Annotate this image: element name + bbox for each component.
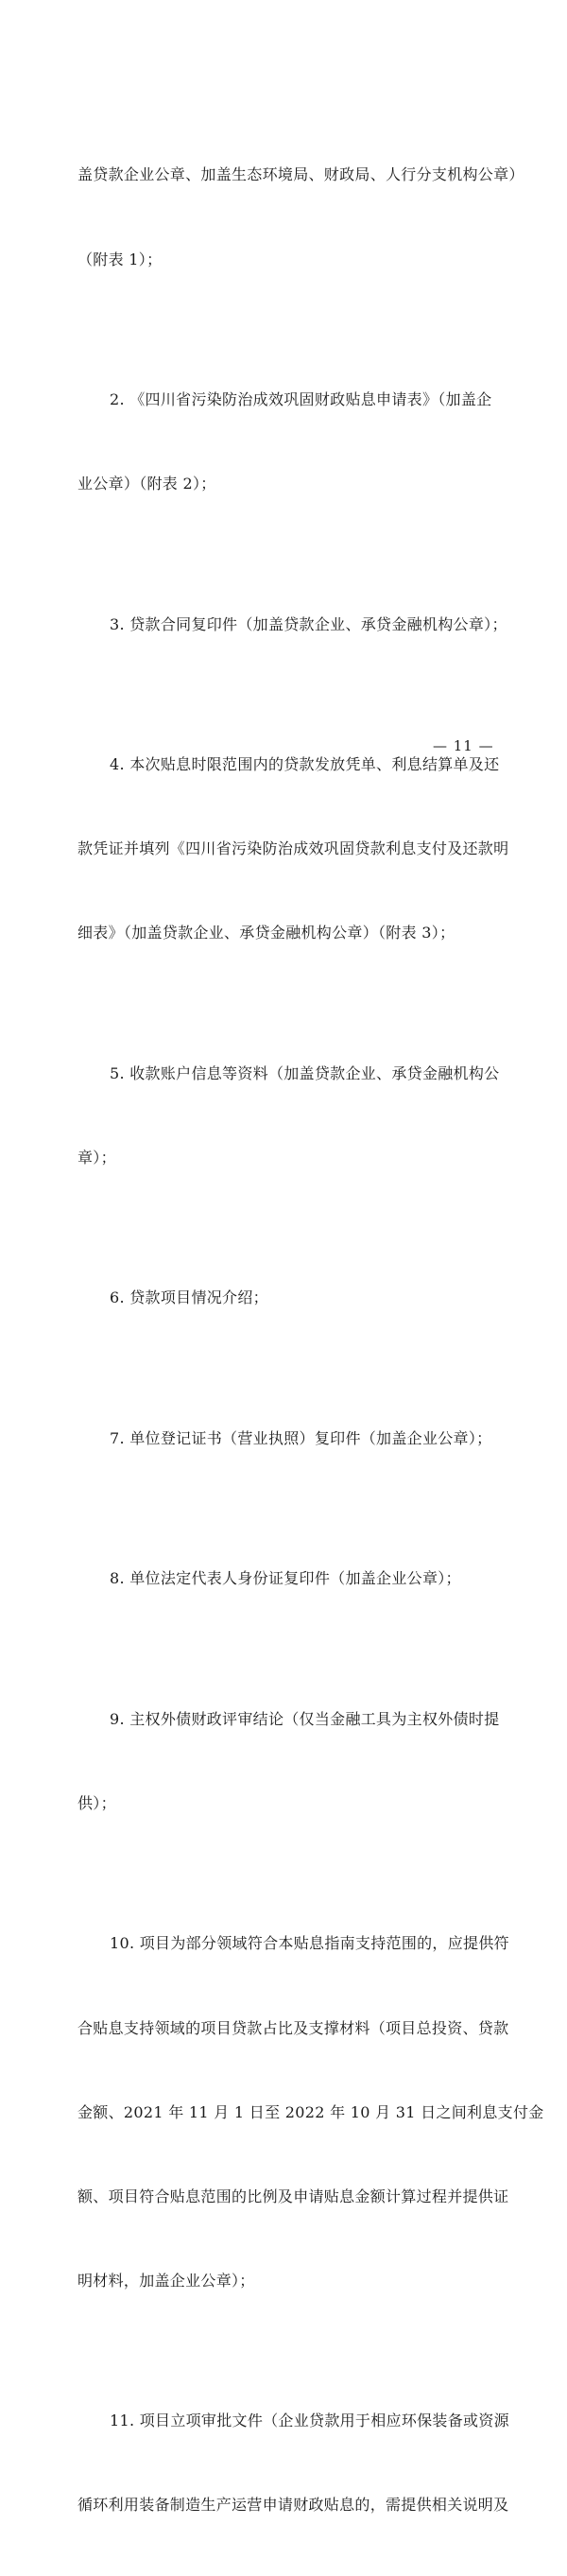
text-line: 供）； xyxy=(77,1793,116,1812)
text-line: 章）； xyxy=(77,1148,116,1167)
page-number: — 11 — xyxy=(433,737,494,754)
text-line: 循环利用装备制造生产运营申请财政贴息的，需提供相关说明及 xyxy=(77,2496,509,2515)
list-item-3 xyxy=(77,554,507,695)
text-line: 盖贷款企业公章、加盖生态环境局、财政局、人行分支机构公章） xyxy=(77,165,524,184)
list-item-6 xyxy=(77,1228,499,1369)
text-line: 3. 贷款合同复印件（加盖贷款企业、承贷金融机构公章）； xyxy=(110,614,507,633)
text-line: 细表》（加盖贷款企业、承贷金融机构公章）（附表 3）； xyxy=(77,924,455,942)
text-line: 业公章）（附表 2）； xyxy=(77,475,216,493)
text-line: 4. 本次贴息时限范围内的贷款发放凭单、利息结算单及还 xyxy=(110,755,500,774)
text-line: 7. 单位登记证书（营业执照）复印件（加盖企业公章）； xyxy=(110,1428,492,1447)
text-line: 合贴息支持领域的项目贷款占比及支撑材料（项目总投资、贷款 xyxy=(77,2018,509,2037)
text-line: 8. 单位法定代表人身份证复印件（加盖企业公章）； xyxy=(110,1569,461,1588)
document-body xyxy=(77,105,544,2576)
list-item-9 xyxy=(77,1649,499,1874)
paragraph-continuation xyxy=(77,105,524,330)
text-line: 10. 项目为部分领域符合本贴息指南支持范围的，应提供符 xyxy=(110,1934,509,1953)
list-item-7 xyxy=(77,1368,499,1509)
text-line: 9. 主权外债财政评审结论（仅当金融工具为主权外债时提 xyxy=(110,1709,500,1728)
list-item-8 xyxy=(77,1509,499,1650)
text-line: 额、项目符合贴息范围的比例及申请贴息金额计算过程并提供证 xyxy=(77,2187,509,2205)
list-item-2 xyxy=(77,330,499,555)
list-item-10 xyxy=(77,1874,544,2351)
list-item-11 xyxy=(77,2351,509,2576)
text-line: 6. 贷款项目情况介绍； xyxy=(110,1288,268,1307)
text-line: 5. 收款账户信息等资料（加盖贷款企业、承贷金融机构公 xyxy=(110,1063,500,1082)
text-line: （附表 1）； xyxy=(77,250,163,268)
text-line: 款凭证并填列《四川省污染防治成效巩固贷款利息支付及还款明 xyxy=(77,839,509,858)
text-line: 2. 《四川省污染防治成效巩固财政贴息申请表》（加盖企 xyxy=(110,390,492,408)
text-line: 金额、2021 年 11 月 1 日至 2022 年 10 月 31 日之间利息支付金 xyxy=(77,2102,544,2121)
text-line: 11. 项目立项审批文件（企业贷款用于相应环保装备或资源 xyxy=(110,2412,509,2430)
text-line: 明材料，加盖企业公章）； xyxy=(77,2271,255,2290)
list-item-5 xyxy=(77,1003,499,1228)
